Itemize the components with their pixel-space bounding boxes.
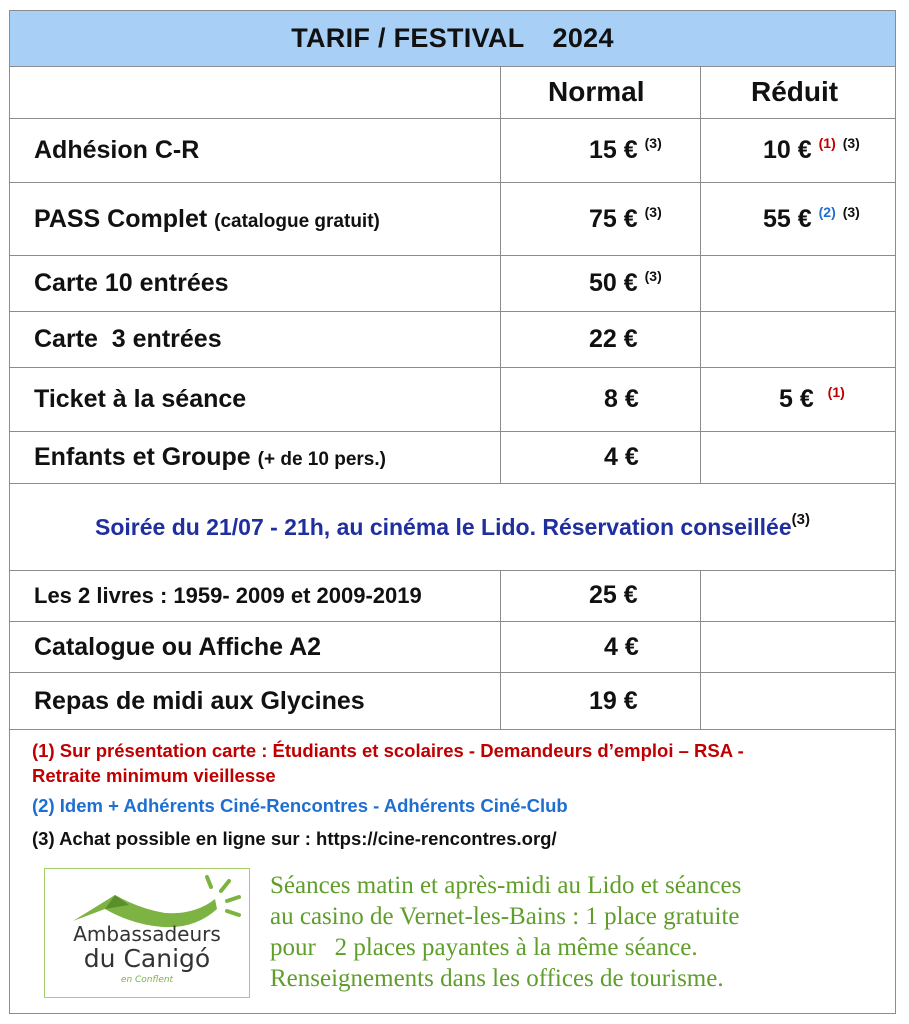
extra-label: Repas de midi aux Glycines [34,686,365,715]
extra-empty-cell [701,570,895,621]
soiree-text: Soirée du 21/07 - 21h, au cinéma le Lido. Réservation conseillée [94,513,792,540]
extra-row [10,622,895,673]
row-label: Carte 3 entrées [34,325,222,353]
extra-row [10,570,895,622]
row-label-cell [10,312,501,367]
header-empty-cell [10,66,501,118]
logo-text-1: Ambassadeurs [73,922,221,946]
reduit-price: 10 € $^{(1)}$ $^{(3)}$ [763,135,860,164]
row-label: PASS Complet (catalogue gratuit) [34,204,380,233]
extra-label-cell [10,570,501,621]
row-label: Enfants et Groupe (+ de 10 pers.) [34,443,386,471]
table-row [10,368,895,432]
row-label: Carte 10 entrées [34,269,229,297]
header-normal: Normal [548,76,645,107]
normal-price-cell [501,256,701,311]
normal-price: 8 € [604,385,639,413]
column-header-row [10,66,895,119]
table-row [10,432,895,484]
promo-line: au casino de Vernet-les-Bains : 1 place gratuite [270,903,740,930]
reduit-price-cell [701,119,895,182]
extra-empty-cell [701,622,895,672]
normal-price: 75 € $^{(3)}$ [589,203,662,233]
row-label-cell [10,432,501,483]
ambassadeurs-logo [44,868,250,998]
table-row [10,119,895,183]
row-label: Ticket à la séance [34,385,247,413]
logo-text-3: en Conflent [120,975,174,985]
reduit-price-cell [701,312,895,367]
promo-line: Renseignements dans les offices de tourisme. [270,965,724,992]
reduit-price: 55 € $^{(2)}$ $^{(3)}$ [763,203,860,233]
title-text: TARIF / FESTIVAL [291,23,525,53]
extra-label: Les 2 livres : 1959- 2009 et 2009-2019 [34,582,422,608]
promo-line: Séances matin et après-midi au Lido et séances [270,872,742,899]
normal-price: 50 € $^{(3)}$ [589,268,662,297]
row-label-cell [10,119,501,182]
extra-price-cell [501,570,701,621]
extra-price: 25 € [589,581,638,609]
title-year: 2024 [552,23,614,53]
extra-label: Catalogue ou Affiche A2 [34,632,322,661]
note-2: (2) Idem + Adhérents Ciné-Rencontres - Adhérents Ciné-Club [32,795,568,816]
reduit-price-cell [701,432,895,483]
row-label-extra: (catalogue gratuit) [214,210,380,232]
normal-price: 4 € [604,443,639,471]
row-label-cell [10,183,501,255]
header-reduit: Réduit [751,76,839,107]
row-label-cell [10,368,501,431]
note-ref: (3) [644,268,662,284]
row-label: Adhésion C-R [34,136,200,164]
note-1-line-1: (1) Sur présentation carte : Étudiants et scolaires - Demandeurs d’emploi – RSA - [32,740,744,761]
promo-line: pour 2 places payantes à la même séance. [270,934,698,961]
extra-label-cell [10,673,501,729]
page-title [10,11,895,67]
extra-price: 4 € [604,632,639,661]
promo-text [270,870,890,994]
header-normal-cell [501,66,701,118]
extra-row [10,673,895,730]
reduit-price-cell [701,256,895,311]
normal-price-cell [501,432,701,483]
extra-price-cell [501,622,701,672]
table-row [10,183,895,256]
note-ref-1: (1) [818,135,836,151]
logo-text-2: du Canigó [83,944,211,973]
table-row [10,312,895,368]
normal-price-cell [501,368,701,431]
note-3: (3) Achat possible en ligne sur : https://cine-rencontres.org/ [32,828,557,849]
normal-price-cell [501,183,701,255]
row-label-extra: (+ de 10 pers.) [257,449,386,470]
normal-price: 15 € $^{(3)}$ [589,135,662,164]
extra-price-cell [501,673,701,729]
note-ref-2: (2) [818,203,836,220]
note-1-line-2: Retraite minimum vieillesse [32,765,276,786]
normal-price-cell [501,312,701,367]
note-ref-3: (3) [842,135,860,151]
extra-label-cell [10,622,501,672]
soiree-note-ref: (3) [791,510,810,528]
soiree-announcement [10,484,895,571]
row-label-cell [10,256,501,311]
reduit-price-cell [701,183,895,255]
extra-empty-cell [701,673,895,729]
note-1 [32,738,744,788]
reduit-price: 5 € $^{(1)}$ [779,384,845,413]
normal-price: 22 € [589,325,638,353]
extra-price: 19 € [589,686,638,715]
tarif-sheet [9,10,896,1014]
note-ref: (3) [644,203,662,220]
note-ref-3: (3) [842,203,860,220]
normal-price-cell [501,119,701,182]
reduit-price-cell [701,368,895,431]
note-ref: (3) [644,135,662,151]
note-ref-1: (1) [827,384,845,400]
header-reduit-cell [701,66,895,118]
table-row [10,256,895,312]
